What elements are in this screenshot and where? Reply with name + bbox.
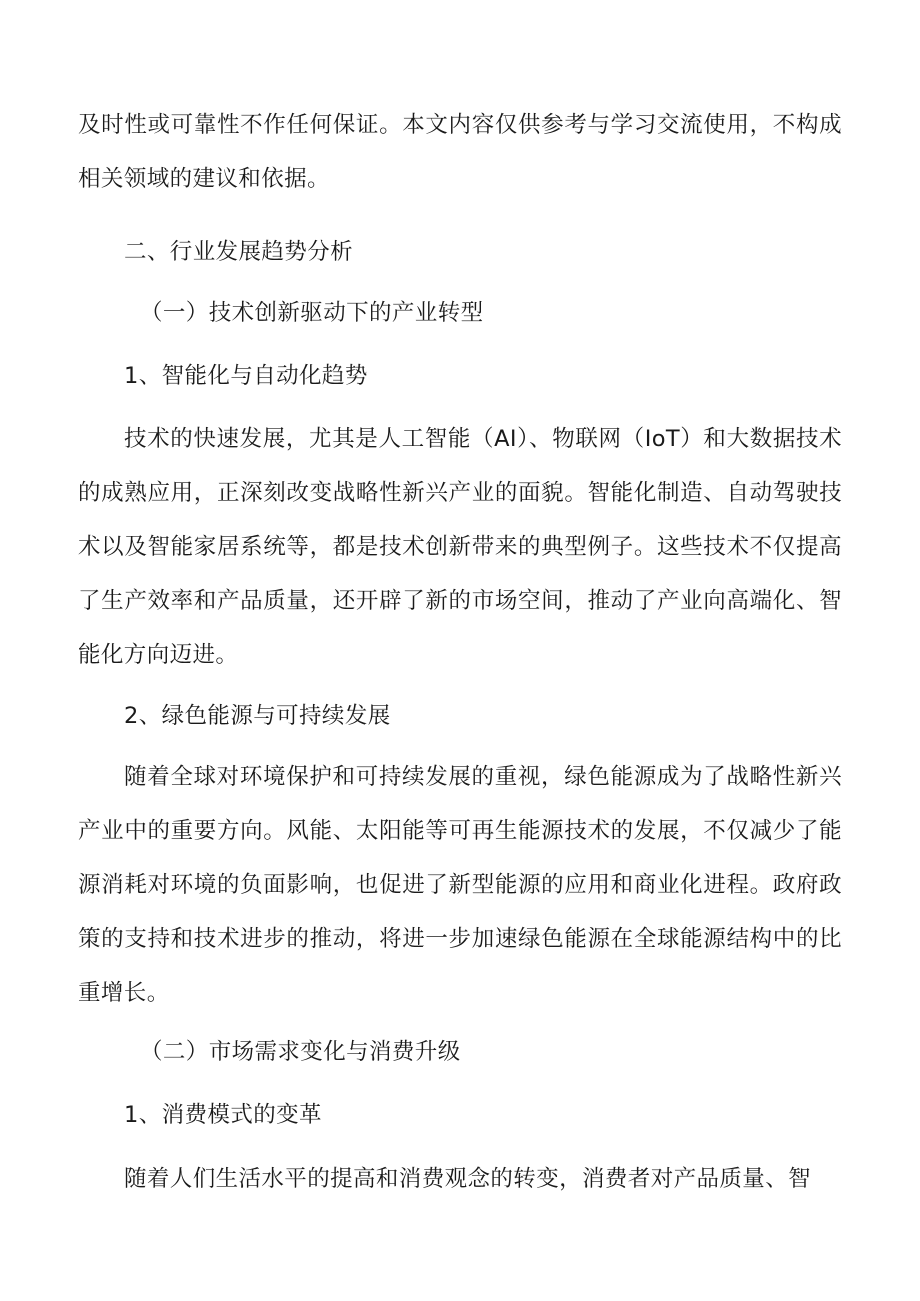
intro-continuation-paragraph: 及时性或可靠性不作任何保证。本文内容仅供参考与学习交流使用，不构成相关领域的建议和依据。	[78, 112, 842, 192]
subsection-2-item-1-title: 1、消费模式的变革	[124, 1102, 322, 1128]
subsection-1-item-2-paragraph: 随着全球对环境保护和可持续发展的重视，绿色能源成为了战略性新兴产业中的重要方向。风能、太阳能等可再生能源技术的发展，不仅减少了能源消耗对环境的负面影响，也促进了新型能源的应用和商业化进程。政府政策的支持和技术进步的推动，将进一步加速绿色能源在全球能源结构中的比重增长。	[78, 764, 842, 1006]
subsection-1-title: （一）技术创新驱动下的产业转型	[140, 300, 484, 326]
subsection-1-item-2-title: 2、绿色能源与可持续发展	[124, 703, 391, 729]
subsection-2-title: （二）市场需求变化与消费升级	[140, 1039, 461, 1065]
subsection-1-item-1-title: 1、智能化与自动化趋势	[124, 363, 368, 389]
subsection-2-item-1-paragraph-start: 随着人们生活水平的提高和消费观念的转变，消费者对产品质量、智	[124, 1166, 812, 1192]
section-2-title: 二、行业发展趋势分析	[124, 239, 354, 265]
subsection-1-item-1-paragraph: 技术的快速发展，尤其是人工智能（AI）、物联网（IoT）和大数据技术的成熟应用，正深刻改变战略性新兴产业的面貌。智能化制造、自动驾驶技术以及智能家居系统等，都是技术创新带来的典型例子。这些技术不仅提高了生产效率和产品质量，还开辟了新的市场空间，推动了产业向高端化、智能化方向迈进。	[78, 426, 842, 668]
